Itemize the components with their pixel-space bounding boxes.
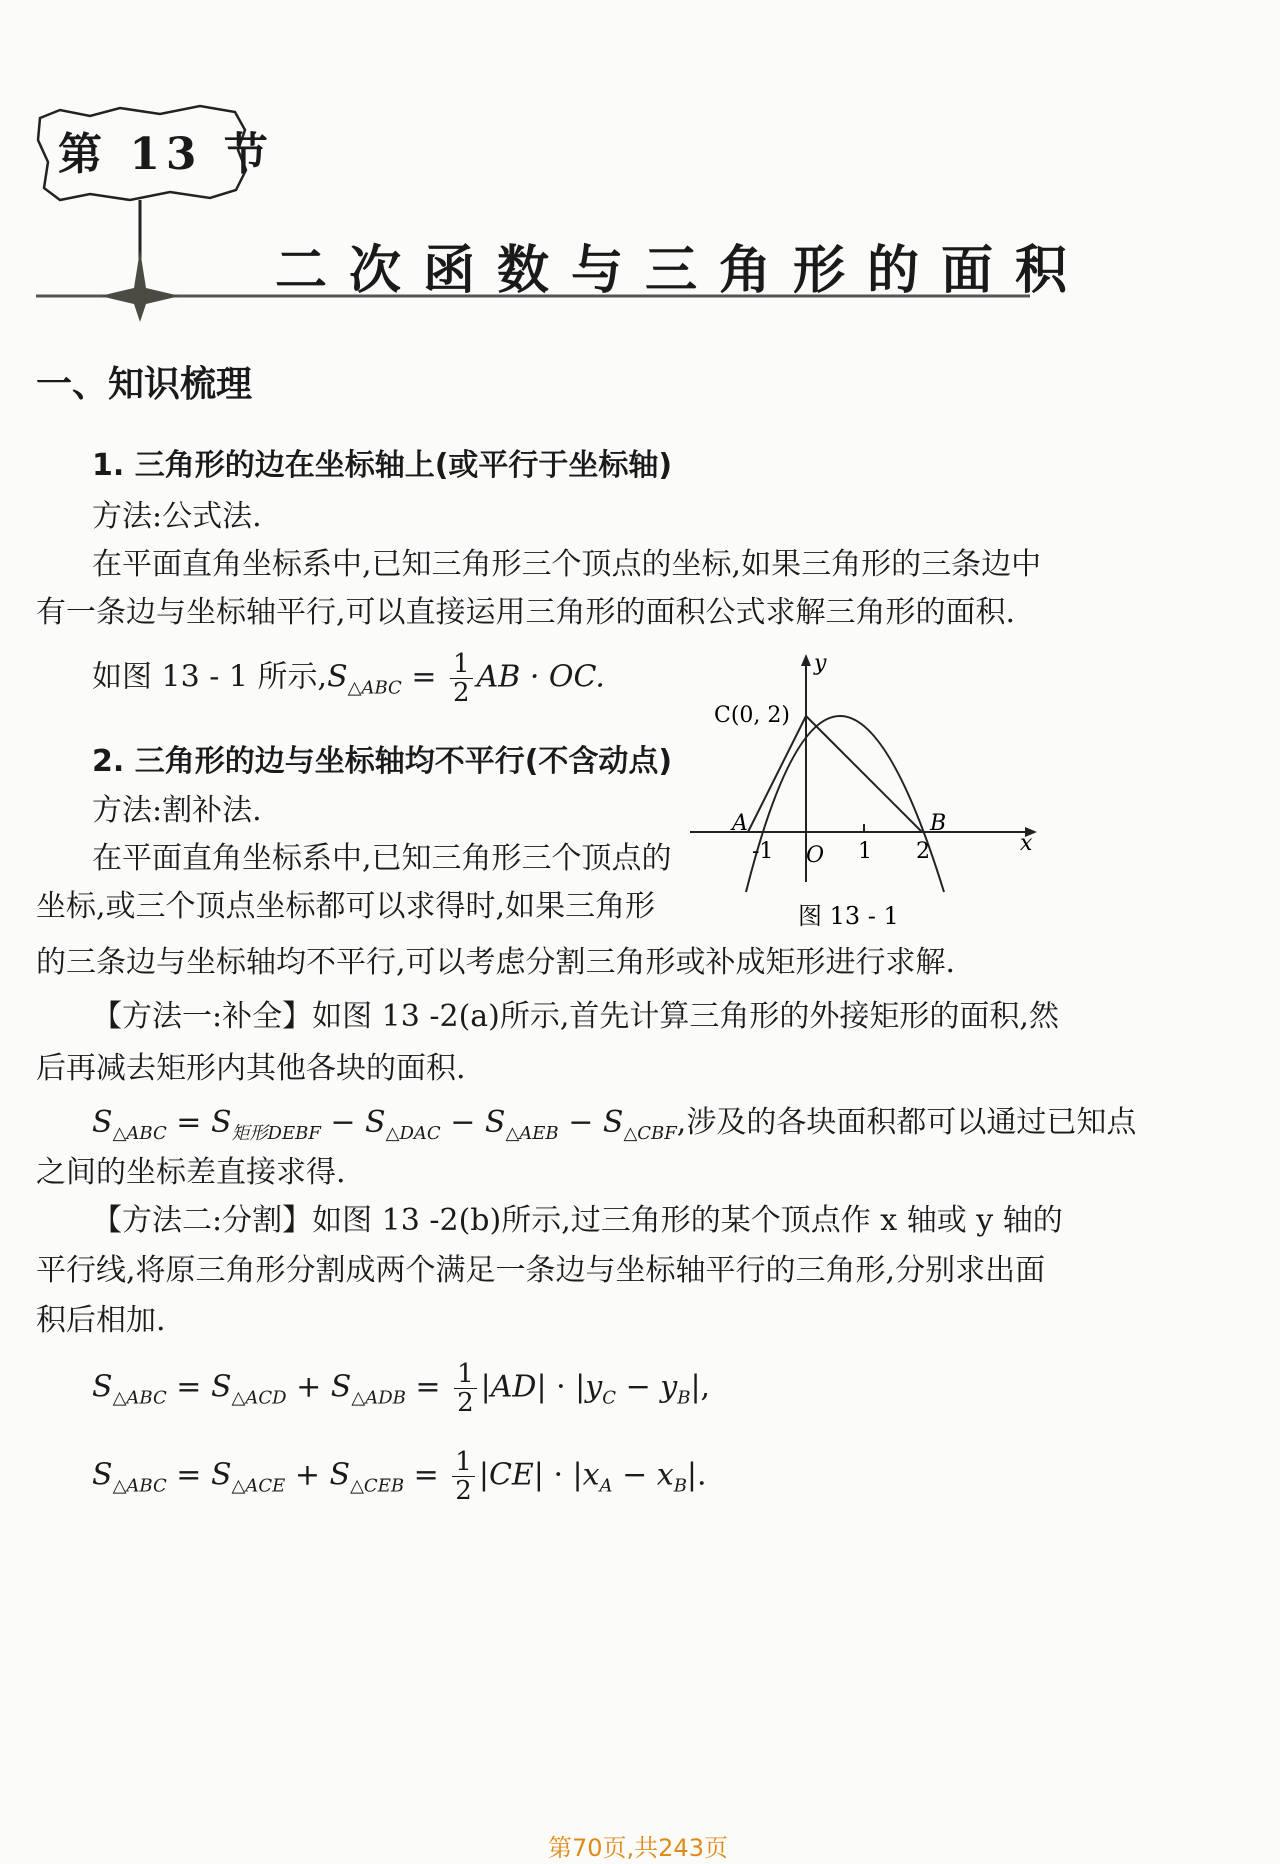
method2-line2: 平行线,将原三角形分割成两个满足一条边与坐标轴平行的三角形,分别求出面	[36, 1253, 1046, 1288]
tick-neg1-label: -1	[752, 839, 774, 864]
label-B: B	[930, 811, 947, 836]
segment-CB	[806, 716, 922, 832]
method1-formula-line2: 之间的坐标差直接求得.	[36, 1155, 346, 1190]
page-indicator: 第70页,共243页	[548, 1834, 728, 1862]
method1-formula: $S_{\triangle ABC} = S_{矩形DEBF} - S_{\triangle DAC} - S_{\triangle AEB} - S_{\triangle CBF}$,涉及的各块面积都可以通过已知点	[92, 1105, 1137, 1144]
section-heading: 一、知识梳理	[36, 364, 253, 405]
item2-para-line2: 坐标,或三个顶点坐标都可以求得时,如果三角形	[36, 889, 656, 924]
method2-formula2: $S_{\triangle ABC} = S_{\triangle ACE} + S_{\triangle CEB}$ = $\frac{1}{2}$ $|CE| \cdot |x_A - x_B|$.	[92, 1447, 707, 1506]
label-O: O	[806, 843, 825, 868]
formula-lhs: S	[327, 659, 348, 695]
tick-1-label: 1	[858, 839, 872, 864]
section-label: 第 13 节	[58, 129, 274, 180]
figure-caption: 图 13 - 1	[798, 902, 899, 930]
item1-method: 方法:公式法.	[92, 499, 262, 534]
formula-sub: △ABC	[347, 677, 402, 699]
frac-denominator: 2	[453, 678, 470, 708]
page-title: 二次函数与三角形的面积	[275, 241, 1090, 301]
y-axis-arrow	[801, 654, 811, 666]
frac-numerator: 1	[450, 650, 473, 679]
label-y: y	[814, 651, 827, 676]
item1-para-line2: 有一条边与坐标轴平行,可以直接运用三角形的面积公式求解三角形的面积.	[36, 595, 1016, 630]
formula-eq: =	[401, 659, 447, 695]
method1-line2: 后再减去矩形内其他各块的面积.	[36, 1051, 466, 1086]
item2-para-line3: 的三条边与坐标轴均不平行,可以考虑分割三角形或补成矩形进行求解.	[36, 945, 956, 980]
item2-heading: 2. 三角形的边与坐标轴均不平行(不含动点)	[92, 744, 673, 779]
item1-heading: 1. 三角形的边在坐标轴上(或平行于坐标轴)	[92, 448, 673, 483]
formula-rhs: AB · OC.	[476, 659, 605, 695]
method1-formula-text: ,涉及的各块面积都可以通过已知点	[676, 1105, 1137, 1140]
method2-line1: 【方法二:分割】如图 13 -2(b)所示,过三角形的某个顶点作 x 轴或 y 轴的	[92, 1203, 1063, 1238]
item2-para-line1: 在平面直角坐标系中,已知三角形三个顶点的	[92, 841, 672, 876]
tick-2-label: 2	[916, 839, 930, 864]
label-x: x	[1020, 831, 1033, 856]
method2-formula1: $S_{\triangle ABC} = S_{\triangle ACD} + S_{\triangle ADB}$ = $\frac{1}{2}$ $|AD| \cdot |y_C - y_B|$,	[92, 1359, 711, 1418]
label-C: C(0, 2)	[714, 703, 790, 728]
item2-method: 方法:割补法.	[92, 793, 262, 828]
item1-formula	[92, 650, 605, 716]
method1-line1: 【方法一:补全】如图 13 -2(a)所示,首先计算三角形的外接矩形的面积,然	[92, 999, 1059, 1034]
formula-fraction	[450, 650, 473, 707]
label-A: A	[732, 811, 748, 836]
parabola	[746, 716, 947, 892]
method2-line3: 积后相加.	[36, 1303, 166, 1338]
segment-AC	[748, 716, 806, 832]
formula-prefix: 如图 13 - 1 所示,	[92, 659, 328, 695]
figure-13-1	[680, 650, 1050, 940]
item1-para-line1: 在平面直角坐标系中,已知三角形三个顶点的坐标,如果三角形的三条边中	[92, 547, 1042, 582]
